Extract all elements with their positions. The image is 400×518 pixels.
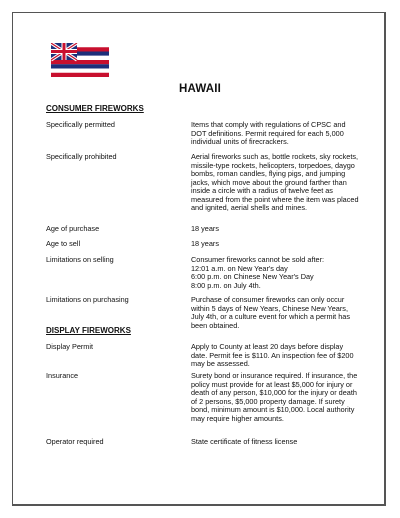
section-heading-consumer: CONSUMER FIREWORKS [46, 104, 144, 113]
row-value-line: Consumer fireworks cannot be sold after: [191, 255, 325, 264]
page-title: HAWAII [178, 83, 222, 95]
row-value: 18 years [191, 224, 219, 233]
row-label: Age of purchase [46, 224, 100, 233]
row-label: Insurance [46, 371, 79, 380]
row-label: Display Permit [46, 342, 94, 351]
row-label: Specifically prohibited [46, 152, 117, 161]
row-value: Surety bond or insurance required. If insurance, the policy must provide for at least $5,000 for injury or death of any person, $10,000 for the injury or death of 2 persons, $5,000 property damage. If surety bond, minimum amount is $10,000. Local authority may require higher amounts. [191, 371, 358, 423]
section-heading-display: DISPLAY FIREWORKS [46, 326, 131, 335]
row-value: Apply to County at least 20 days before display date. Permit fee is $110. An inspection fee of $200 may be assessed. [191, 342, 354, 368]
row-value [191, 256, 361, 290]
row-value-line: 12:01 a.m. on New Year's day [191, 263, 288, 273]
row-label: Specifically permitted [46, 120, 115, 129]
row-value-line: 6:00 p.m. on Chinese New Year's Day [191, 272, 314, 281]
row-value: Aerial fireworks such as, bottle rockets, sky rockets, missile-type rockets, helicopters, torpedoes, daygo bombs, roman candles, flying pigs, and jumping jacks, which move about the ground farther than inside a circle with a radius of twelve feet as measured from the point where the item was placed and ignited, aerial shells and mines. [191, 152, 359, 212]
row-label: Limitations on selling [46, 255, 114, 264]
row-value: Purchase of consumer fireworks can only occur within 5 days of New Years, Chinese New Years, July 4th, or a culture event for which a permit has been obtained. [191, 295, 350, 330]
row-label: Operator required [46, 437, 104, 446]
row-label: Limitations on purchasing [46, 295, 129, 304]
row-value: Items that comply with regulations of CPSC and DOT definitions. Permit required for each 5,000 individual units of firecrackers. [191, 120, 346, 146]
row-value-line: 8:00 p.m. on July 4th. [191, 280, 261, 290]
row-value: State certificate of fitness license [191, 437, 298, 446]
row-label: Age to sell [46, 239, 81, 248]
row-value: 18 years [191, 239, 219, 248]
hawaii-flag-icon [51, 43, 109, 77]
